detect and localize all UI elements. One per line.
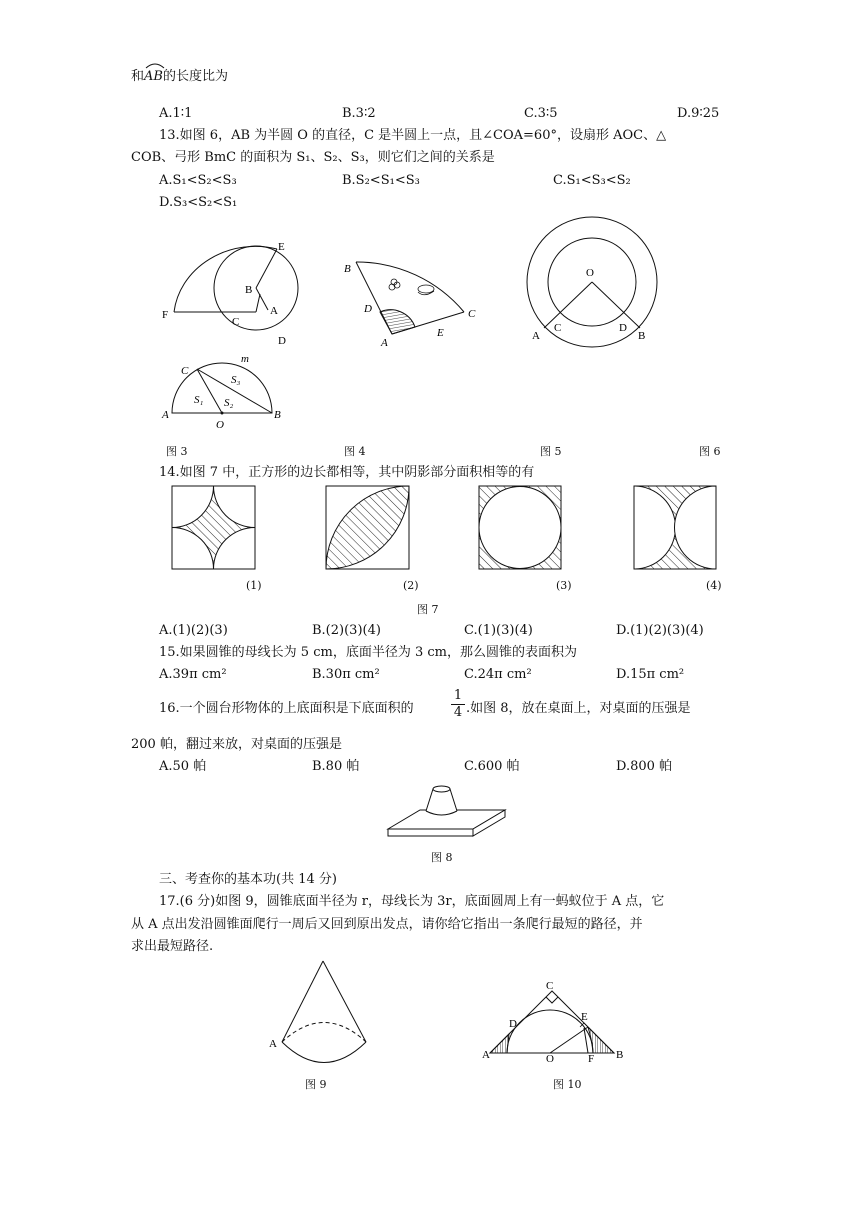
q15-text: 15.如果圆锥的母线长为 5 cm，底面半径为 3 cm，那么圆锥的表面积为 [159,645,577,660]
fig5-label-a: A [532,330,540,342]
fig3-label-a: A [270,305,278,317]
figure-9 [265,955,375,1070]
q17-line2: 从 A 点出发沿圆锥面爬行一周后又回到原出发点，请你给它指出一条爬行最短的路径，并 [131,917,643,932]
q14-option-a: A.(1)(2)(3) [159,623,228,638]
q12-tail-post: 的长度比为 [162,69,228,84]
fig3-label-c: C [232,316,240,328]
fig7-sublabel-2: (2) [403,579,419,592]
fig10-label-b: B [616,1049,624,1061]
fig4-label-c: C [468,308,476,320]
q17-line3: 求出最短路径. [131,939,214,954]
q13-line2: COB、弓形 BmC 的面积为 S₁、S₂、S₃，则它们之间的关系是 [131,150,495,165]
section-3-title: 三、考查你的基本功(共 14 分) [159,872,337,887]
fig3-label-e: E [278,241,285,253]
fig5-label-b: B [638,330,646,342]
fig7-square-2 [326,486,409,569]
fig4-label-e: E [437,327,444,339]
fig6-caption: 图 6 [699,445,721,458]
q16-fraction [451,688,465,721]
figure-7 [0,0,860,600]
q15-option-d: D.15π cm² [616,667,685,682]
q17-line1: 17.(6 分)如图 9，圆锥底面半径为 r，母线长为 3r，底面圆周上有一蚂蚁位于 A 点，它 [159,894,665,909]
q13-option-d: D.S₃<S₂<S₁ [159,195,238,210]
fig9-label-a: A [269,1038,277,1050]
q16-frac-num: 1 [451,688,465,705]
fig10-label-o: O [546,1053,554,1065]
fig10-label-a: A [482,1049,490,1061]
q14-option-b: B.(2)(3)(4) [312,623,381,638]
fig7-sublabel-3: (3) [556,579,572,592]
fig5-label-o: O [586,267,594,279]
fig7-square-1 [172,486,255,569]
fig3-label-d: D [278,335,286,347]
fig5-label-d: D [619,322,627,334]
fig10-label-c: C [546,980,554,992]
figure-10 [480,980,630,1065]
fig10-label-f: F [588,1053,595,1065]
fig7-square-4 [634,486,716,569]
fig10-caption: 图 10 [553,1078,582,1091]
q16-text-pre: 16.一个圆台形物体的上底面积是下底面积的 [159,701,414,716]
q15-option-c: C.24π cm² [464,667,532,682]
fig4-caption: 图 4 [344,445,366,458]
fig7-caption: 图 7 [417,603,439,616]
q14-text: 14.如图 7 中，正方形的边长都相等，其中阴影部分面积相等的有 [159,465,535,480]
fig6-label-b: B [274,409,281,421]
fig6-label-m: m [241,353,249,365]
fig6-label-s1: S₁ [194,394,204,406]
q13-option-b: B.S₂<S₁<S₃ [342,173,420,188]
q13-line1: 13.如图 6，AB 为半圆 O 的直径，C 是半圆上一点，且∠COA=60°，设扇形 AOC、△ [159,128,667,143]
fig9-caption: 图 9 [305,1078,327,1091]
fig7-square-3 [479,486,561,569]
q12-option-b: B.3∶2 [342,106,376,121]
figure-8 [380,780,510,842]
fig5-label-c: C [554,322,562,334]
fig10-label-e: E [581,1011,588,1023]
fig8-caption: 图 8 [431,851,453,864]
q14-option-d: D.(1)(2)(3)(4) [616,623,704,638]
q12-tail-pre: 和 [131,69,145,84]
q16-text-post: .如图 8，放在桌面上，对桌面的压强是 [466,701,691,716]
q12-option-d: D.9∶25 [677,106,720,121]
fig6-label-s2: S₂ [224,397,234,409]
fig6-label-c: C [181,365,189,377]
fig5-caption: 图 5 [540,445,562,458]
q14-option-c: C.(1)(3)(4) [464,623,533,638]
q16-line2: 200 帕，翻过来放，对桌面的压强是 [131,737,342,752]
q12-option-c: C.3∶5 [524,106,558,121]
fig6-label-o: O [216,419,224,431]
q16-option-b: B.80 帕 [312,759,360,774]
fig3-label-b: B [245,284,253,296]
fig6-label-s3: S₃ [231,374,241,386]
fig4-label-b: B [344,263,351,275]
fig3-caption: 图 3 [166,445,188,458]
fig4-label-a: A [381,337,388,349]
q15-option-a: A.39π cm² [159,667,227,682]
q13-option-c: C.S₁<S₃<S₂ [553,173,631,188]
q16-option-c: C.600 帕 [464,759,520,774]
q15-option-b: B.30π cm² [312,667,380,682]
fig10-label-d: D [509,1018,517,1030]
q16-option-a: A.50 帕 [159,759,207,774]
fig4-label-d: D [364,303,372,315]
fig7-sublabel-4: (4) [706,579,722,592]
q16-frac-den: 4 [453,705,463,720]
fig3-label-f: F [162,309,169,321]
arc-ab-label: AB [144,69,163,84]
fig7-sublabel-1: (1) [246,579,262,592]
fig6-label-a: A [162,409,169,421]
q12-option-a: A.1∶1 [159,106,193,121]
q16-option-d: D.800 帕 [616,759,673,774]
q13-option-a: A.S₁<S₂<S₃ [159,173,237,188]
